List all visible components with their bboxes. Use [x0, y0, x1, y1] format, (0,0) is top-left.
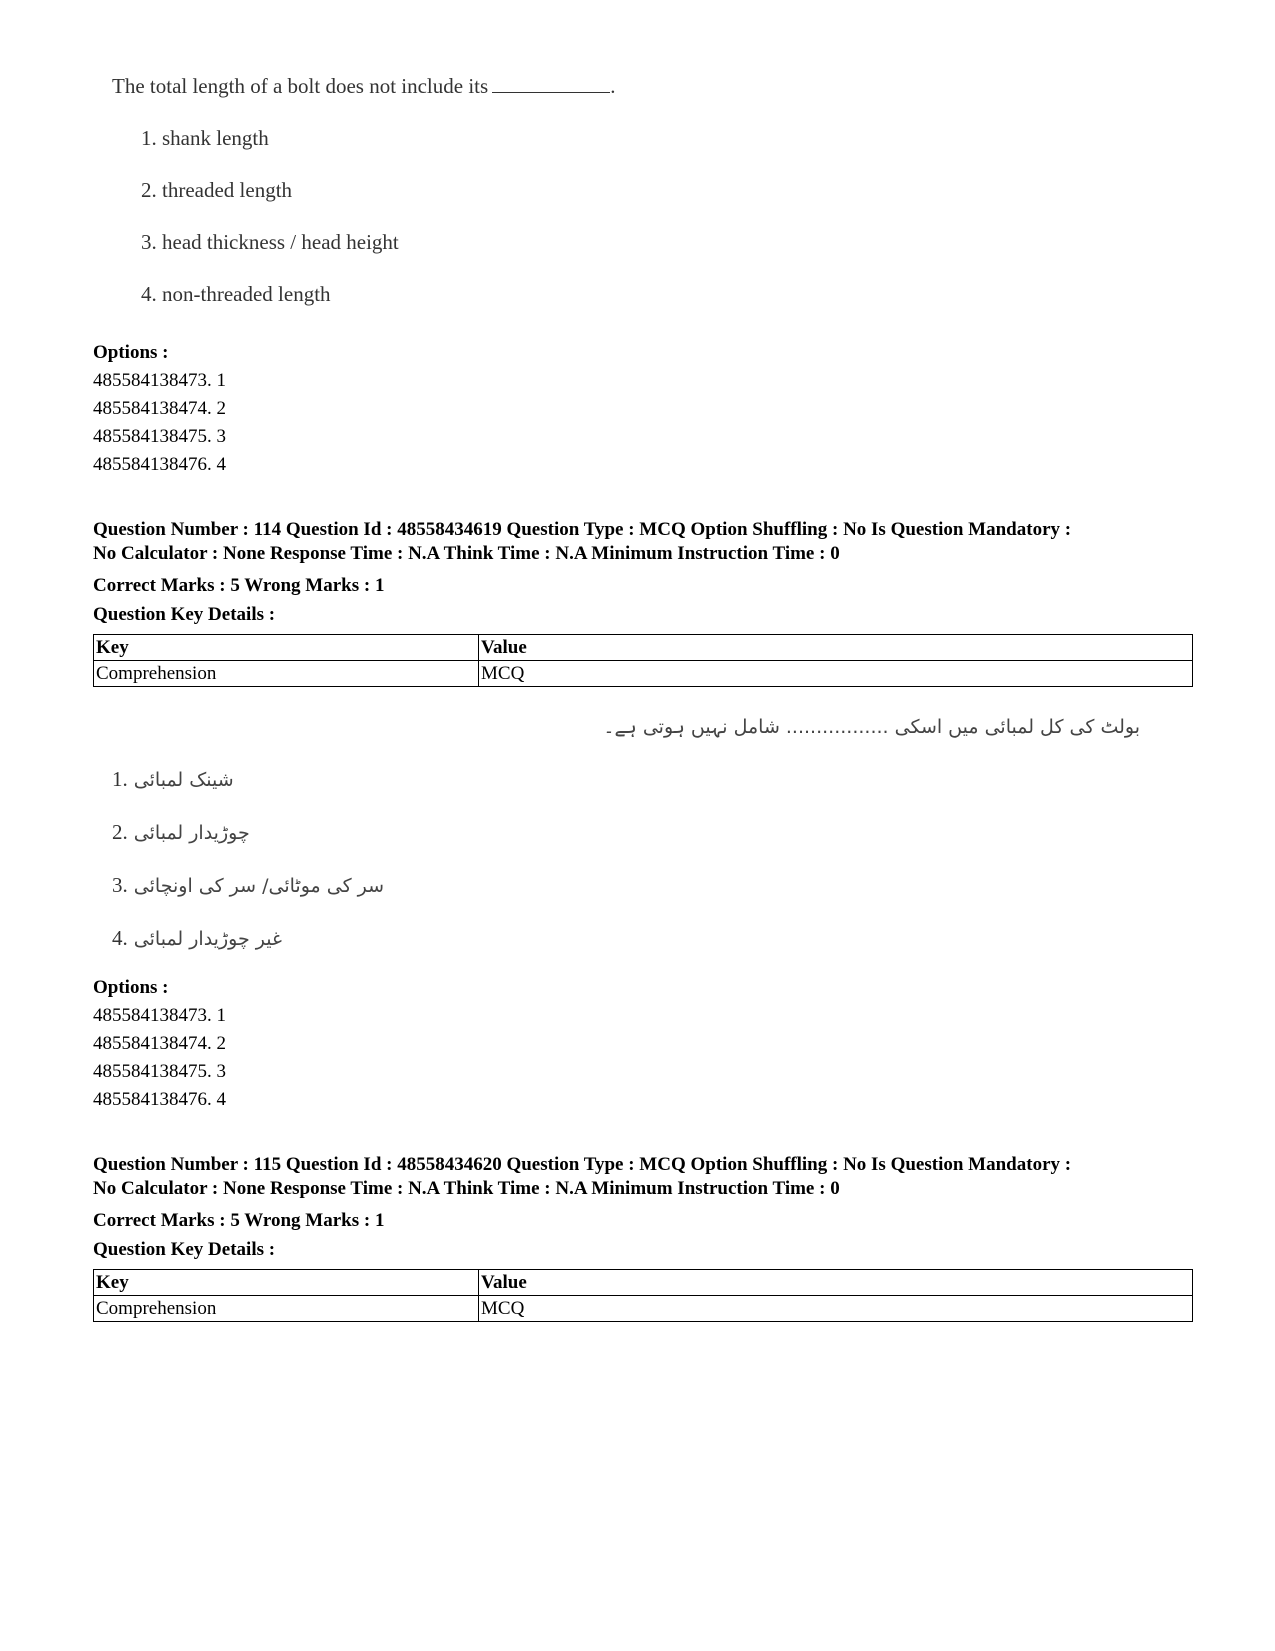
table-cell-key: Comprehension [94, 661, 479, 687]
urdu-option: 4. غیر چوڑیدار لمبائی [112, 926, 282, 950]
table-header-value: Value [479, 1270, 1193, 1296]
urdu-option: 3. سر کی موٹائی/ سر کی اونچائی [112, 873, 385, 897]
question-option: 2. threaded length [141, 178, 293, 202]
table-header-row [94, 1270, 1193, 1296]
options-label: Options : [93, 342, 169, 363]
option-id-line: 485584138474. 2 [93, 1033, 226, 1054]
options-label: Options : [93, 977, 169, 998]
urdu-question-stem: بولٹ کی کل لمبائی میں اسکی ................. شامل نہیں ہوتی ہے۔ [603, 716, 1140, 738]
table-row [94, 661, 1193, 687]
table-row [94, 1296, 1193, 1322]
key-details-table [93, 634, 1193, 687]
table-header-value: Value [479, 635, 1193, 661]
option-id-line: 485584138476. 4 [93, 1089, 226, 1110]
option-id-line: 485584138473. 1 [93, 370, 226, 391]
table-cell-key: Comprehension [94, 1296, 479, 1322]
table-header-key: Key [94, 635, 479, 661]
option-id-line: 485584138475. 3 [93, 1061, 226, 1082]
marks-line: Correct Marks : 5 Wrong Marks : 1 [93, 575, 385, 596]
question-stem: The total length of a bolt does not include its . [112, 74, 616, 98]
key-details-label: Question Key Details : [93, 1239, 276, 1260]
question-meta-line: No Calculator : None Response Time : N.A Think Time : N.A Minimum Instruction Time : 0 [93, 1178, 840, 1199]
question-meta [93, 1153, 1213, 1201]
question-meta-line: No Calculator : None Response Time : N.A Think Time : N.A Minimum Instruction Time : 0 [93, 543, 840, 564]
table-header-key: Key [94, 1270, 479, 1296]
table-header-row [94, 635, 1193, 661]
question-option: 1. shank length [141, 126, 269, 150]
marks-line: Correct Marks : 5 Wrong Marks : 1 [93, 1210, 385, 1231]
urdu-option: 1. شینک لمبائی [112, 767, 234, 791]
option-id-line: 485584138476. 4 [93, 454, 226, 475]
option-id-line: 485584138473. 1 [93, 1005, 226, 1026]
option-id-line: 485584138475. 3 [93, 426, 226, 447]
table-cell-value: MCQ [479, 1296, 1193, 1322]
answer-blank [492, 76, 610, 93]
question-option: 4. non-threaded length [141, 282, 331, 306]
question-option: 3. head thickness / head height [141, 230, 399, 254]
question-meta [93, 518, 1213, 566]
urdu-option: 2. چوڑیدار لمبائی [112, 820, 250, 844]
table-cell-value: MCQ [479, 661, 1193, 687]
question-stem-text: The total length of a bolt does not include its [112, 74, 489, 98]
option-id-line: 485584138474. 2 [93, 398, 226, 419]
question-meta-line: Question Number : 114 Question Id : 48558434619 Question Type : MCQ Option Shuffling : No Is Question Mandatory : [93, 519, 1072, 540]
key-details-table [93, 1269, 1193, 1322]
key-details-label: Question Key Details : [93, 604, 276, 625]
question-meta-line: Question Number : 115 Question Id : 48558434620 Question Type : MCQ Option Shuffling : No Is Question Mandatory : [93, 1154, 1072, 1175]
